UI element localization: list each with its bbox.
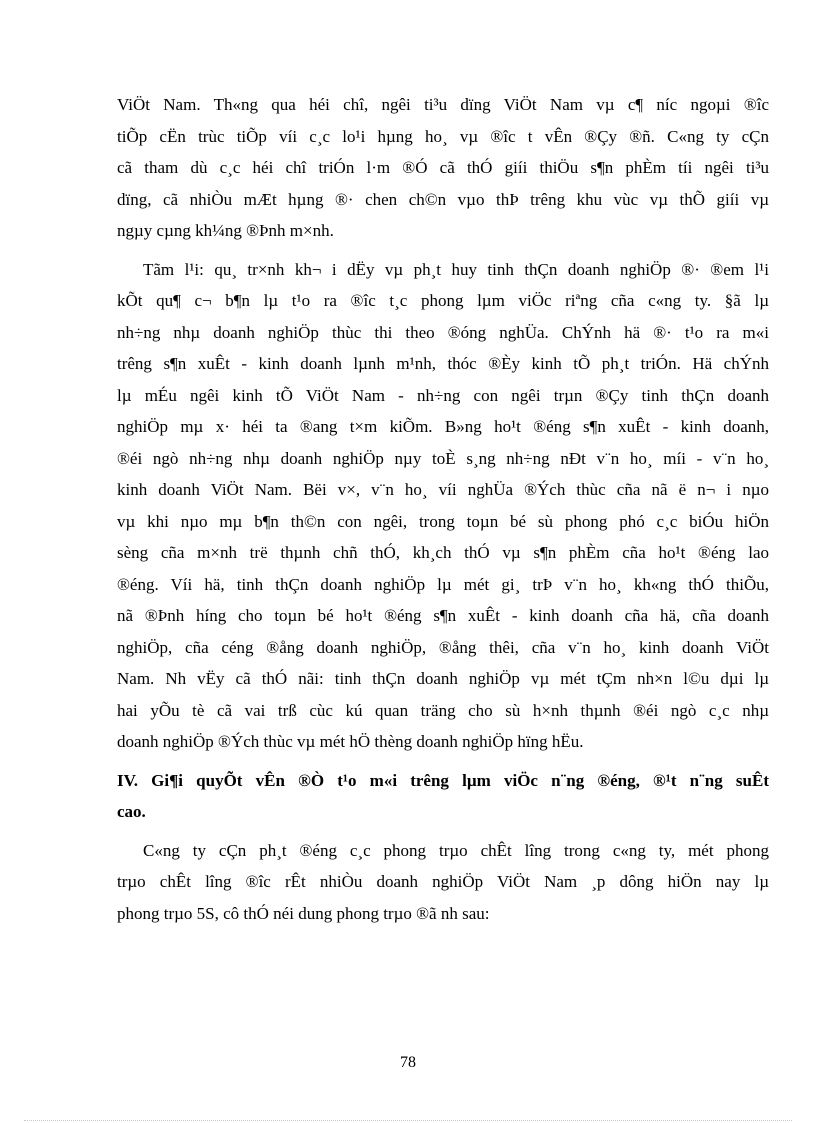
text-line: ngµy cµng kh¼ng ®Þnh m×nh. bbox=[117, 221, 334, 240]
text-line: lµ mÉu ngêi kinh tÕ ViÖt Nam - nh÷ng con ngêi trµn ®Çy tinh thÇn doanh bbox=[117, 385, 769, 405]
text-line: nh÷ng nhµ doanh nghiÖp thùc thi theo ®óng nghÜa. ChÝnh hä ®· t¹o ra m«i bbox=[117, 322, 769, 342]
text-line: nghiÖp, cña céng ®ång doanh nghiÖp, ®ång thêi, cña v¨n ho¸ kinh doanh ViÖt bbox=[117, 637, 769, 657]
text-line: Nam. Nh vËy cã thÓ nãi: tinh thÇn doanh nghiÖp vµ mét tÇm nh×n l©u dµi lµ bbox=[117, 669, 769, 688]
text-line: hai yÕu tè cã vai trß cùc kú quan träng cho sù h×nh thµnh ®éi ngò c¸c nhµ bbox=[117, 700, 769, 720]
text-line: ®éng. Víi hä, tinh thÇn doanh nghiÖp lµ mét gi¸ trÞ v¨n ho¸ kh«ng thÓ thiÕu, bbox=[117, 574, 769, 594]
heading-line: IV. Gi¶i quyÕt vÊn ®Ò t¹o m«i trêng lµm viÖc n¨ng ®éng, ®¹t n¨ng suÊt bbox=[117, 770, 769, 790]
text-line: sèng cña m×nh trë thµnh chñ thÓ, kh¸ch thÓ vµ s¶n phÈm cña ho¹t ®éng lao bbox=[117, 543, 769, 562]
text-line: ViÖt Nam. Th«ng qua héi chî, ngêi ti³u dïng ViÖt Nam vµ c¶ níc ngoµi ®îc bbox=[117, 95, 769, 114]
page-number: 78 bbox=[400, 1054, 416, 1071]
text-line: trµo chÊt lîng ®îc rÊt nhiÒu doanh nghiÖp ViÖt Nam ¸p dông hiÖn nay lµ bbox=[117, 872, 769, 891]
text-line: trêng s¶n xuÊt - kinh doanh lµnh m¹nh, thóc ®Èy kinh tÕ ph¸t triÓn. Hä chÝnh bbox=[117, 354, 769, 373]
paragraph-3 bbox=[117, 835, 769, 930]
text-line: vµ khi nµo mµ b¶n th©n con ngêi, trong toµn bé sù phong phó c¸c biÓu hiÖn bbox=[117, 511, 769, 531]
text-line: kinh doanh ViÖt Nam. Bëi v×, v¨n ho¸ víi nghÜa ®Ých thùc cña nã ë n¬ i nµo bbox=[117, 480, 769, 499]
paragraph-2 bbox=[117, 254, 769, 758]
text-line: phong trµo 5S, cô thÓ néi dung phong trµo ®ã nh sau: bbox=[117, 903, 490, 923]
text-line: Tãm l¹i: qu¸ tr×nh kh¬ i dËy vµ ph¸t huy tinh thÇn doanh nghiÖp ®· ®em l¹i bbox=[143, 259, 769, 279]
footer-divider bbox=[24, 1120, 792, 1121]
text-line: tiÕp cËn trùc tiÕp víi c¸c lo¹i hµng ho¸ vµ ®îc t vÊn ®Çy ®ñ. C«ng ty cÇn bbox=[117, 126, 769, 146]
text-line: nghiÖp mµ x· héi ta ®ang t×m kiÕm. B»ng ho¹t ®éng s¶n xuÊt - kinh doanh, bbox=[117, 417, 769, 436]
heading-line: cao. bbox=[117, 802, 146, 821]
text-line: dïng, cã nhiÒu mÆt hµng ®· chen ch©n vµo thÞ trêng khu vùc vµ thÕ giíi vµ bbox=[117, 189, 769, 209]
text-line: cã tham dù c¸c héi chî triÓn l·m ®Ó cã thÓ giíi thiÖu s¶n phÈm tíi ngêi ti³u bbox=[117, 158, 769, 177]
text-line: doanh nghiÖp ®Ých thùc vµ mét hÖ thèng doanh nghiÖp hïng hËu. bbox=[117, 732, 584, 751]
text-line: kÕt qu¶ c¬ b¶n lµ t¹o ra ®îc t¸c phong lµm viÖc riªng cña c«ng ty. §ã lµ bbox=[117, 291, 769, 310]
section-heading bbox=[117, 765, 769, 828]
text-line: ®éi ngò nh÷ng nhµ doanh nghiÖp nµy toÈ s¸ng nh÷ng nÐt v¨n ho¸ míi - v¨n ho¸ bbox=[117, 448, 769, 468]
text-line: C«ng ty cÇn ph¸t ®éng c¸c phong trµo chÊt lîng trong c«ng ty, mét phong bbox=[143, 840, 769, 860]
paragraph-1 bbox=[117, 89, 769, 247]
text-line: nã ®Þnh híng cho toµn bé ho¹t ®éng s¶n xuÊt - kinh doanh cña hä, cña doanh bbox=[117, 606, 769, 625]
page-body bbox=[117, 89, 769, 929]
